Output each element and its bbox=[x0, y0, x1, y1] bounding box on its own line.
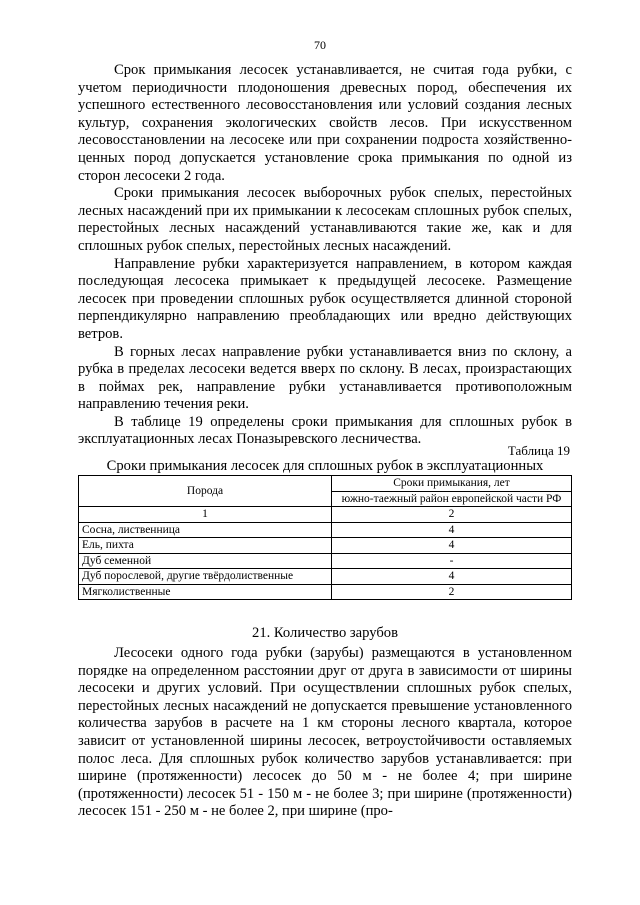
column-number: 1 bbox=[79, 507, 332, 523]
value-cell: 4 bbox=[332, 522, 572, 538]
table-caption: Сроки примыкания лесосек для сплошных рубок в эксплуатационных bbox=[106, 458, 544, 474]
paragraph: Сроки примыкания лесосек выборочных рубок спелых, перестойных лесных насаждений при их примыкании к лесосекам сплошных рубок спелых, перестойных лесных насаждений устанавливаются такие же, как и для сплошных рубок спелых, перестойных лесных насаждений. bbox=[78, 185, 572, 254]
table-header-row bbox=[79, 476, 572, 492]
column-number: 2 bbox=[332, 507, 572, 523]
species-cell: Сосна, лиственница bbox=[79, 522, 332, 538]
header-terms: Сроки примыкания, лет bbox=[332, 476, 572, 492]
value-cell: - bbox=[332, 553, 572, 569]
species-cell: Дуб семенной bbox=[79, 553, 332, 569]
species-cell: Ель, пихта bbox=[79, 538, 332, 554]
paragraph: В горных лесах направление рубки устанавливается вниз по склону, а рубка в пределах лесосеки ведется вверх по склону. В лесах, произрастающих в поймах рек, направление рубки устанавливается противоположным направлению течения реки. bbox=[78, 343, 572, 413]
body-text-top bbox=[78, 62, 572, 449]
header-species: Порода bbox=[79, 476, 332, 507]
header-region: южно-таежный район европейской части РФ bbox=[332, 491, 572, 507]
page-number: 70 bbox=[314, 38, 326, 52]
species-cell: Мягколиственные bbox=[79, 584, 332, 600]
paragraph: Направление рубки характеризуется направлением, в котором каждая последующая лесосека примыкает к предыдущей лесосеке. Размещение лесосек при проведении сплошных рубок осуществляется длинной стороной перпендикулярно направлению преобладающих или вредно действующих ветров. bbox=[78, 255, 572, 342]
paragraph: В таблице 19 определены сроки примыкания для сплошных рубок в эксплуатационных лесах Поназыревского лесничества. bbox=[78, 413, 572, 448]
table-row bbox=[79, 553, 572, 569]
table-row bbox=[79, 538, 572, 554]
table-row bbox=[79, 569, 572, 585]
table-row bbox=[79, 584, 572, 600]
section-title: 21. Количество зарубов bbox=[252, 625, 398, 641]
adjacency-table bbox=[78, 475, 572, 600]
value-cell: 2 bbox=[332, 584, 572, 600]
body-text-bottom bbox=[78, 645, 572, 821]
table-row bbox=[79, 522, 572, 538]
paragraph: Лесосеки одного года рубки (зарубы) размещаются в установленном порядке на определенном расстоянии друг от друга в зависимости от ширины лесосеки и других условий. При осуществлении сплошных рубок спелых, перестойных лесных насаждений не допускается превышение установленного количества зарубов в расчете на 1 км стороны лесного квартала, которое зависит от установленной ширины лесосек, ветроустойчивости оставляемых полос леса. Для сплошных рубок количество зарубов устанавливается: при ширине (протяженности) лесосек до 50 м - не более 4; при ширине (протяженности) лесосек 51 - 150 м - не более 3; при ширине (протяженности) лесосек 151 - 250 м - не более 2, при ширине (про- bbox=[78, 645, 572, 820]
table-label: Таблица 19 bbox=[507, 443, 570, 458]
species-cell: Дуб порослевой, другие твёрдолиственные bbox=[79, 569, 332, 585]
paragraph: Срок примыкания лесосек устанавливается, не считая года рубки, с учетом периодичности плодоношения древесных пород, обеспечения их успешного естественного лесовосстановления или условий создания лесных культур, сохранения экологических свойств лесов. При искусственном лесовосстановлении на лесосеке или при сохранении подроста хозяйственно-ценных пород допускается установление срока примыкания по одной из сторон лесосеки 2 года. bbox=[78, 62, 572, 184]
value-cell: 4 bbox=[332, 569, 572, 585]
value-cell: 4 bbox=[332, 538, 572, 554]
table-number-row bbox=[79, 507, 572, 523]
